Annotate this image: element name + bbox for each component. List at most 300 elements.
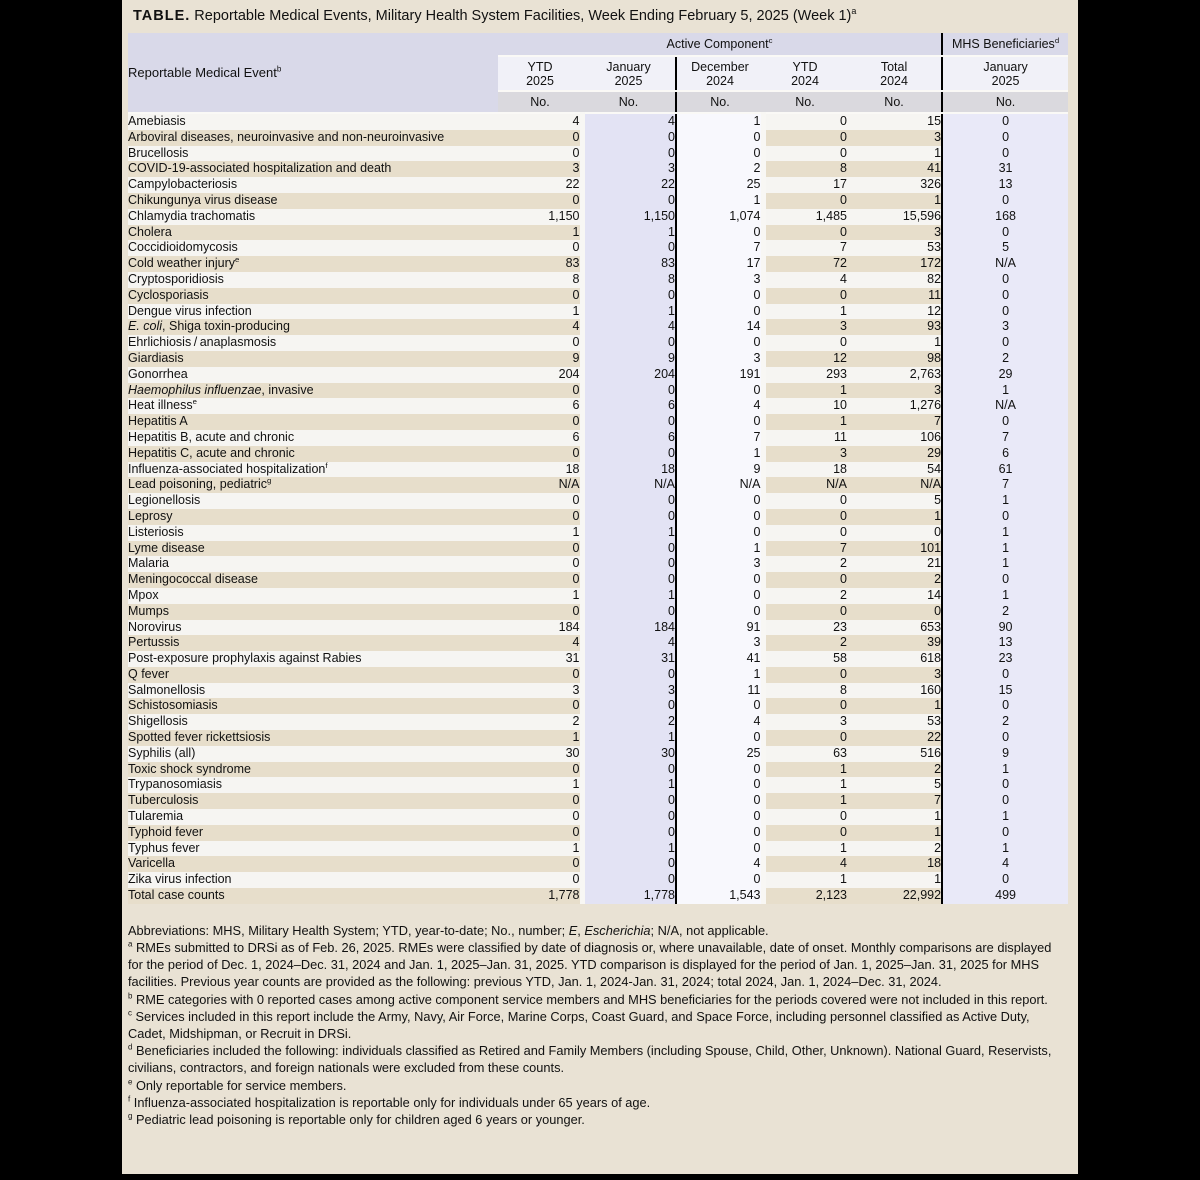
value-cell: 0 <box>942 793 1068 809</box>
value-cell: 3 <box>676 556 763 572</box>
value-cell: 0 <box>676 525 763 541</box>
value-cell: 3 <box>763 714 847 730</box>
value-cell: 1 <box>847 825 942 841</box>
event-label: Heat illness$^e$ <box>128 398 498 414</box>
value-cell: 0 <box>942 572 1068 588</box>
event-label: Dengue virus infection <box>128 304 498 320</box>
count-label: No. <box>847 91 942 113</box>
event-label: Typhus fever <box>128 841 498 857</box>
table-row <box>128 588 1068 604</box>
value-cell: 2 <box>498 714 582 730</box>
value-cell: 0 <box>942 225 1068 241</box>
event-label: Arboviral diseases, neuroinvasive and non-neuroinvasive <box>128 130 498 146</box>
count-label: No. <box>676 91 763 113</box>
value-cell: 172 <box>847 256 942 272</box>
value-cell: 0 <box>676 809 763 825</box>
value-cell: 23 <box>942 651 1068 667</box>
value-cell: 1 <box>582 225 676 241</box>
value-cell: 93 <box>847 319 942 335</box>
value-cell: 0 <box>582 604 676 620</box>
value-cell: 0 <box>763 130 847 146</box>
value-cell: 0 <box>676 841 763 857</box>
value-cell: 7 <box>763 541 847 557</box>
value-cell: 4 <box>676 398 763 414</box>
count-label: No. <box>942 91 1068 113</box>
value-cell: 1 <box>498 730 582 746</box>
value-cell: 106 <box>847 430 942 446</box>
table-title-footnote-marker: a <box>851 6 857 17</box>
value-cell: 0 <box>498 130 582 146</box>
value-cell: 1 <box>582 730 676 746</box>
event-label: Hepatitis A <box>128 414 498 430</box>
value-cell: 0 <box>676 572 763 588</box>
value-cell: 98 <box>847 351 942 367</box>
value-cell: 3 <box>763 319 847 335</box>
value-cell: 4 <box>676 856 763 872</box>
value-cell: 1 <box>582 777 676 793</box>
count-label: No. <box>763 91 847 113</box>
value-cell: 0 <box>582 762 676 778</box>
footnote-d: $^d$ Beneficiaries included the following: individuals classified as Retired and Family Members (including Spouse, Child, Other, Unknown). National Guard, Reservists, civilians, contractors, and foreign nationals were excluded from these counts. <box>128 1043 1052 1076</box>
footnote-e: $^e$ Only reportable for service members. <box>128 1077 347 1093</box>
event-label: Spotted fever rickettsiosis <box>128 730 498 746</box>
value-cell: 0 <box>942 414 1068 430</box>
value-cell: 1 <box>847 335 942 351</box>
value-cell: 0 <box>498 509 582 525</box>
count-label: No. <box>498 91 582 113</box>
table-body <box>128 113 1068 904</box>
value-cell: 30 <box>498 746 582 762</box>
value-cell: 12 <box>847 304 942 320</box>
group-header-mhs-beneficiaries <box>942 33 1068 56</box>
value-cell: 1 <box>763 777 847 793</box>
table-row <box>128 683 1068 699</box>
value-cell: 2 <box>763 635 847 651</box>
event-label: Norovirus <box>128 620 498 636</box>
value-cell: 3 <box>582 161 676 177</box>
value-cell: 0 <box>942 288 1068 304</box>
value-cell: 0 <box>498 541 582 557</box>
value-cell: 12 <box>763 351 847 367</box>
value-cell: 22,992 <box>847 888 942 904</box>
value-cell: 8 <box>582 272 676 288</box>
table-row <box>128 209 1068 225</box>
value-cell: 0 <box>582 572 676 588</box>
event-label: Toxic shock syndrome <box>128 762 498 778</box>
value-cell: 2 <box>942 604 1068 620</box>
value-cell: 22 <box>498 177 582 193</box>
value-cell: 3 <box>676 351 763 367</box>
value-cell: 1 <box>676 113 763 130</box>
value-cell: 101 <box>847 541 942 557</box>
value-cell: 0 <box>763 493 847 509</box>
value-cell: 0 <box>763 288 847 304</box>
event-label: COVID-19-associated hospitalization and death <box>128 161 498 177</box>
value-cell: 1 <box>498 841 582 857</box>
value-cell: 0 <box>676 146 763 162</box>
value-cell: 4 <box>498 319 582 335</box>
value-cell: 0 <box>942 272 1068 288</box>
value-cell: 17 <box>676 256 763 272</box>
column-header-ytd-2025: YTD 2025 <box>498 56 582 91</box>
table-row <box>128 272 1068 288</box>
value-cell: 4 <box>498 635 582 651</box>
value-cell: 0 <box>847 525 942 541</box>
table-row <box>128 872 1068 888</box>
value-cell: 9 <box>498 351 582 367</box>
value-cell: 0 <box>676 225 763 241</box>
value-cell: 3 <box>498 161 582 177</box>
value-cell: N/A <box>676 477 763 493</box>
value-cell: 22 <box>847 730 942 746</box>
value-cell: 29 <box>847 446 942 462</box>
value-cell: 1 <box>942 493 1068 509</box>
value-cell: 7 <box>676 240 763 256</box>
value-cell: 0 <box>676 588 763 604</box>
group-header-active-component-marker: c <box>768 35 773 45</box>
table-row <box>128 193 1068 209</box>
table-row <box>128 856 1068 872</box>
value-cell: 1 <box>676 667 763 683</box>
value-cell: 204 <box>498 367 582 383</box>
value-cell: 6 <box>582 398 676 414</box>
value-cell: 39 <box>847 635 942 651</box>
value-cell: 3 <box>498 683 582 699</box>
value-cell: 0 <box>676 793 763 809</box>
value-cell: 0 <box>582 809 676 825</box>
group-header-active-component <box>498 33 942 56</box>
value-cell: 0 <box>498 240 582 256</box>
value-cell: 1 <box>942 841 1068 857</box>
event-label: Schistosomiasis <box>128 698 498 714</box>
value-cell: 0 <box>942 825 1068 841</box>
table-row <box>128 651 1068 667</box>
value-cell: 1 <box>942 556 1068 572</box>
event-label: Giardiasis <box>128 351 498 367</box>
value-cell: 18 <box>847 856 942 872</box>
value-cell: 1 <box>582 841 676 857</box>
value-cell: 0 <box>498 335 582 351</box>
value-cell: 9 <box>676 462 763 478</box>
value-cell: 30 <box>582 746 676 762</box>
value-cell: 0 <box>676 825 763 841</box>
value-cell: 6 <box>498 430 582 446</box>
value-cell: 0 <box>582 856 676 872</box>
value-cell: 1,150 <box>582 209 676 225</box>
value-cell: 6 <box>942 446 1068 462</box>
value-cell: 0 <box>942 146 1068 162</box>
value-cell: 0 <box>498 556 582 572</box>
table-row <box>128 556 1068 572</box>
value-cell: 1,778 <box>498 888 582 904</box>
value-cell: 83 <box>498 256 582 272</box>
table-row <box>128 383 1068 399</box>
group-header-mhs-beneficiaries-marker: d <box>1054 35 1060 45</box>
value-cell: 4 <box>498 113 582 130</box>
value-cell: 23 <box>763 620 847 636</box>
value-cell: 1 <box>942 383 1068 399</box>
value-cell: N/A <box>847 477 942 493</box>
value-cell: 2,123 <box>763 888 847 904</box>
table-row <box>128 841 1068 857</box>
table-row <box>128 113 1068 130</box>
value-cell: 0 <box>676 698 763 714</box>
event-label: Listeriosis <box>128 525 498 541</box>
value-cell: 0 <box>498 193 582 209</box>
value-cell: 0 <box>498 856 582 872</box>
value-cell: 1 <box>847 193 942 209</box>
event-label: Brucellosis <box>128 146 498 162</box>
value-cell: 0 <box>498 793 582 809</box>
value-cell: 3 <box>582 683 676 699</box>
value-cell: 0 <box>676 383 763 399</box>
value-cell: 0 <box>498 493 582 509</box>
event-label: Leprosy <box>128 509 498 525</box>
event-label: Meningococcal disease <box>128 572 498 588</box>
event-label: Zika virus infection <box>128 872 498 888</box>
value-cell: 18 <box>498 462 582 478</box>
value-cell: 1 <box>676 541 763 557</box>
value-cell: 6 <box>498 398 582 414</box>
table-row <box>128 240 1068 256</box>
value-cell: 1,485 <box>763 209 847 225</box>
value-cell: 0 <box>498 446 582 462</box>
value-cell: 0 <box>763 509 847 525</box>
value-cell: 0 <box>498 414 582 430</box>
value-cell: 31 <box>942 161 1068 177</box>
value-cell: 53 <box>847 714 942 730</box>
value-cell: 11 <box>763 430 847 446</box>
column-header-mhs-january-2025: January 2025 <box>942 56 1068 91</box>
value-cell: 0 <box>582 383 676 399</box>
value-cell: 1,543 <box>676 888 763 904</box>
value-cell: 0 <box>763 730 847 746</box>
value-cell: 184 <box>582 620 676 636</box>
value-cell: 0 <box>763 225 847 241</box>
table-row <box>128 177 1068 193</box>
value-cell: N/A <box>582 477 676 493</box>
group-header-active-component-text: Active Component <box>666 37 769 51</box>
event-label: Campylobacteriosis <box>128 177 498 193</box>
value-cell: 54 <box>847 462 942 478</box>
value-cell: 618 <box>847 651 942 667</box>
event-column-header-footnote-marker: b <box>276 64 282 74</box>
value-cell: 1 <box>847 872 942 888</box>
event-label: Cyclosporiasis <box>128 288 498 304</box>
value-cell: 3 <box>676 635 763 651</box>
table-row <box>128 477 1068 493</box>
value-cell: 1 <box>942 762 1068 778</box>
value-cell: 41 <box>847 161 942 177</box>
value-cell: 0 <box>942 304 1068 320</box>
value-cell: 2 <box>676 161 763 177</box>
value-cell: 0 <box>676 288 763 304</box>
event-label: Post-exposure prophylaxis against Rabies <box>128 651 498 667</box>
value-cell: 0 <box>582 825 676 841</box>
value-cell: 1 <box>763 383 847 399</box>
value-cell: 7 <box>847 414 942 430</box>
value-cell: 31 <box>582 651 676 667</box>
value-cell: 1 <box>847 809 942 825</box>
event-label: Mpox <box>128 588 498 604</box>
value-cell: 6 <box>582 430 676 446</box>
table-row <box>128 430 1068 446</box>
value-cell: 3 <box>847 383 942 399</box>
event-column-header-text: Reportable Medical Event <box>128 65 277 80</box>
value-cell: 499 <box>942 888 1068 904</box>
value-cell: 10 <box>763 398 847 414</box>
event-label: Malaria <box>128 556 498 572</box>
value-cell: 0 <box>676 762 763 778</box>
table-row <box>128 130 1068 146</box>
table-row <box>128 746 1068 762</box>
value-cell: 1,778 <box>582 888 676 904</box>
table-row <box>128 351 1068 367</box>
value-cell: 0 <box>676 130 763 146</box>
value-cell: 3 <box>847 225 942 241</box>
value-cell: 0 <box>498 572 582 588</box>
value-cell: 1 <box>942 525 1068 541</box>
value-cell: 9 <box>942 746 1068 762</box>
value-cell: 1 <box>763 762 847 778</box>
event-label: Salmonellosis <box>128 683 498 699</box>
value-cell: 0 <box>676 335 763 351</box>
value-cell: 293 <box>763 367 847 383</box>
value-cell: 9 <box>582 351 676 367</box>
value-cell: 0 <box>498 604 582 620</box>
value-cell: 2 <box>942 714 1068 730</box>
value-cell: 4 <box>763 856 847 872</box>
table-row <box>128 225 1068 241</box>
table-row <box>128 604 1068 620</box>
value-cell: 1 <box>763 841 847 857</box>
value-cell: 0 <box>942 130 1068 146</box>
event-label: Shigellosis <box>128 714 498 730</box>
value-cell: 0 <box>676 493 763 509</box>
value-cell: 0 <box>498 825 582 841</box>
event-label: Amebiasis <box>128 113 498 130</box>
value-cell: 0 <box>582 414 676 430</box>
value-cell: 326 <box>847 177 942 193</box>
value-cell: 0 <box>676 604 763 620</box>
value-cell: 168 <box>942 209 1068 225</box>
value-cell: 1 <box>763 872 847 888</box>
value-cell: 0 <box>942 667 1068 683</box>
value-cell: 0 <box>498 809 582 825</box>
table-row <box>128 414 1068 430</box>
value-cell: 1 <box>942 588 1068 604</box>
event-label: Hepatitis C, acute and chronic <box>128 446 498 462</box>
table-row <box>128 698 1068 714</box>
event-label: E. coli, Shiga toxin-producing <box>128 319 498 335</box>
table-header <box>128 33 1068 113</box>
event-label: Q fever <box>128 667 498 683</box>
abbreviations-note: Abbreviations: MHS, Military Health System; YTD, year-to-date; No., number; E, Escherichia; N/A, not applicable. <box>128 922 769 938</box>
value-cell: 1,074 <box>676 209 763 225</box>
value-cell: 0 <box>942 872 1068 888</box>
value-cell: 0 <box>942 730 1068 746</box>
value-cell: 2 <box>847 572 942 588</box>
value-cell: 1 <box>582 304 676 320</box>
value-cell: 18 <box>582 462 676 478</box>
value-cell: 2 <box>763 588 847 604</box>
value-cell: 83 <box>582 256 676 272</box>
value-cell: 3 <box>942 319 1068 335</box>
group-header-mhs-beneficiaries-text: MHS Beneficiaries <box>951 37 1055 51</box>
value-cell: 2,763 <box>847 367 942 383</box>
footnote-f: $^f$ Influenza-associated hospitalization is reportable only for individuals under 65 years of age. <box>128 1094 651 1110</box>
value-cell: 1 <box>582 525 676 541</box>
value-cell: 7 <box>676 430 763 446</box>
table-row <box>128 509 1068 525</box>
event-label: Coccidioidomycosis <box>128 240 498 256</box>
value-cell: 8 <box>763 161 847 177</box>
event-label: Chlamydia trachomatis <box>128 209 498 225</box>
value-cell: 25 <box>676 746 763 762</box>
document-page <box>122 0 1078 1174</box>
value-cell: 1,276 <box>847 398 942 414</box>
value-cell: 13 <box>942 635 1068 651</box>
value-cell: 0 <box>763 146 847 162</box>
value-cell: 0 <box>498 146 582 162</box>
event-label: Chikungunya virus disease <box>128 193 498 209</box>
footnote-g: $^g$ Pediatric lead poisoning is reportable only for children aged 6 years or younger. <box>128 1111 585 1128</box>
value-cell: 17 <box>763 177 847 193</box>
value-cell: 1 <box>498 225 582 241</box>
value-cell: 0 <box>763 667 847 683</box>
event-label: Varicella <box>128 856 498 872</box>
value-cell: 61 <box>942 462 1068 478</box>
value-cell: 0 <box>582 509 676 525</box>
table-row <box>128 398 1068 414</box>
value-cell: 160 <box>847 683 942 699</box>
value-cell: 653 <box>847 620 942 636</box>
table-title-label: TABLE. <box>133 8 191 24</box>
column-header-january-2025: January 2025 <box>582 56 676 91</box>
value-cell: 4 <box>582 635 676 651</box>
value-cell: 0 <box>582 493 676 509</box>
value-cell: 184 <box>498 620 582 636</box>
value-cell: 0 <box>942 698 1068 714</box>
value-cell: 0 <box>763 698 847 714</box>
value-cell: 5 <box>847 777 942 793</box>
table-row <box>128 161 1068 177</box>
event-label: Lead poisoning, pediatric$^g$ <box>128 477 498 493</box>
value-cell: 11 <box>847 288 942 304</box>
value-cell: 1 <box>498 588 582 604</box>
table-row <box>128 888 1068 904</box>
value-cell: 2 <box>847 762 942 778</box>
footnote-a: $^a$ RMEs submitted to DRSi as of Feb. 26, 2025. RMEs were classified by date of diagnosis or, where unavailable, date of onset. Monthly comparisons are displayed for the period of Dec. 1, 2024–Dec. 31, 2024 and Jan. 1, 2025–Jan. 31, 2025. YTD comparison is displayed for the period of Jan. 1, 2025–Jan. 31, 2025 for MHS facilities. Previous year counts are provided as the following: previous YTD, Jan. 1, 2024-Jan. 31, 2024; total 2024, Jan. 1, 2024–Dec. 31, 2024. <box>128 939 1052 990</box>
event-label: Haemophilus influenzae, invasive <box>128 383 498 399</box>
value-cell: 1,150 <box>498 209 582 225</box>
event-label: Cholera <box>128 225 498 241</box>
value-cell: 0 <box>676 304 763 320</box>
value-cell: 22 <box>582 177 676 193</box>
value-cell: 2 <box>942 351 1068 367</box>
event-label: Cryptosporidiosis <box>128 272 498 288</box>
value-cell: 3 <box>847 667 942 683</box>
table-title-text: Reportable Medical Events, Military Health System Facilities, Week Ending February 5, 2025 (Week 1) <box>190 8 852 24</box>
value-cell: 7 <box>942 477 1068 493</box>
value-cell: 3 <box>847 130 942 146</box>
table-row <box>128 793 1068 809</box>
value-cell: 82 <box>847 272 942 288</box>
value-cell: 18 <box>763 462 847 478</box>
event-label: Total case counts <box>128 888 498 904</box>
value-cell: 0 <box>676 414 763 430</box>
column-header-ytd-2024: YTD 2024 <box>763 56 847 91</box>
